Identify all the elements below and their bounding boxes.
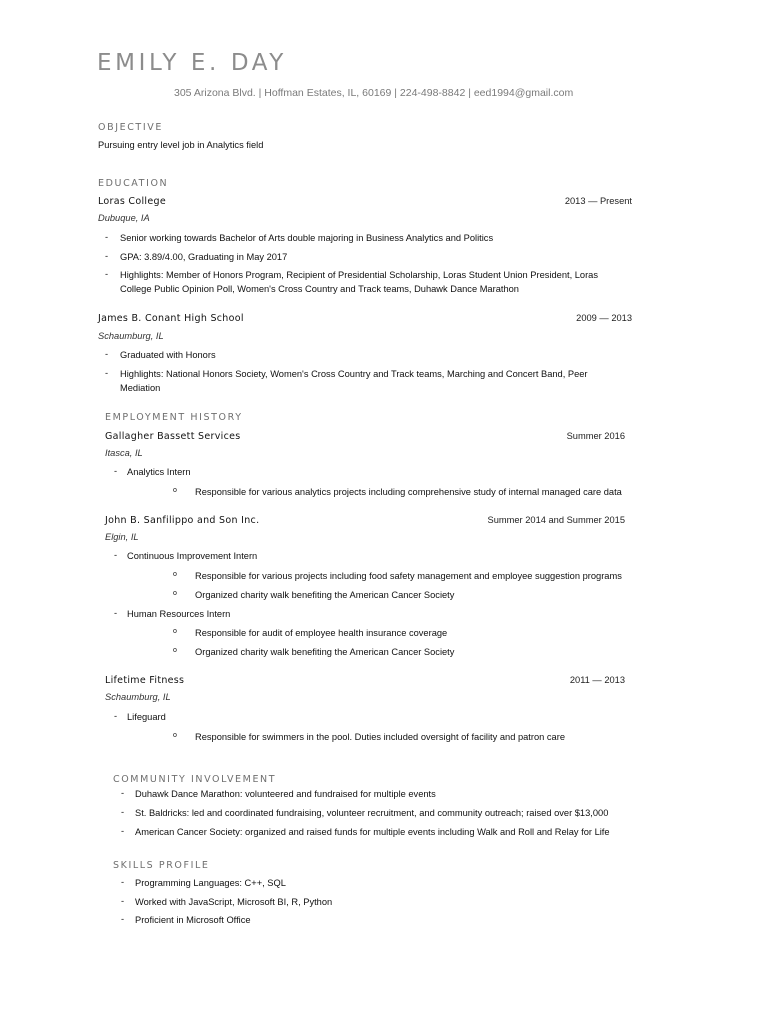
community-text: American Cancer Society: organized and raised funds for multiple events including Walk and Roll and Relay for Life	[135, 827, 610, 837]
employment-date: Summer 2014 and Summer 2015	[487, 515, 625, 525]
employment-date: 2011 — 2013	[569, 675, 625, 685]
employment-location: Itasca, IL	[105, 448, 143, 458]
dash-marker: -	[121, 826, 125, 836]
dash-marker: -	[121, 788, 125, 798]
circle-marker: o	[173, 571, 177, 578]
duty-item	[173, 486, 622, 500]
employment-heading: EMPLOYMENT HISTORY	[105, 412, 243, 423]
skills-heading: SKILLS PROFILE	[113, 860, 210, 871]
bullet-text: Senior working towards Bachelor of Arts double majoring in Business Analytics and Politics	[120, 233, 494, 243]
circle-marker: o	[173, 487, 177, 494]
bullet-text: Highlights: National Honors Society, Women's Cross Country and Track teams, Marching and Concert Band, Peer Mediation	[120, 369, 588, 393]
circle-marker: o	[173, 590, 177, 597]
education-heading: EDUCATION	[98, 178, 169, 189]
duty-item	[173, 731, 565, 745]
duty-text: Organized charity walk benefiting the American Cancer Society	[195, 590, 455, 600]
skill-item	[121, 914, 251, 928]
dash-marker: -	[114, 608, 118, 618]
duty-item	[173, 570, 622, 584]
education-bullet	[105, 368, 605, 395]
circle-marker: o	[173, 732, 177, 739]
education-org: James B. Conant High School	[98, 313, 244, 324]
community-item	[121, 788, 436, 802]
skill-text: Programming Languages: C++, SQL	[135, 878, 286, 888]
role-title: Human Resources Intern	[127, 609, 231, 619]
dash-marker: -	[114, 466, 118, 476]
employer-name: John B. Sanfilippo and Son Inc.	[105, 515, 260, 526]
bullet-text: Highlights: Member of Honors Program, Recipient of Presidential Scholarship, Loras Student Union President, Loras College Public Opinion Poll, Women's Cross Country and Track teams, Duhawk Dance Marathon	[120, 270, 598, 294]
education-org: Loras College	[98, 196, 166, 207]
employment-location: Schaumburg, IL	[105, 692, 171, 702]
community-item	[121, 826, 610, 840]
community-text: Duhawk Dance Marathon: volunteered and fundraised for multiple events	[135, 789, 436, 799]
education-bullet	[105, 349, 605, 363]
community-item	[121, 807, 608, 821]
skill-item	[121, 877, 286, 891]
duty-text: Responsible for various analytics projects including comprehensive study of internal managed care data	[195, 487, 622, 497]
objective-heading: OBJECTIVE	[98, 122, 163, 133]
duty-text: Organized charity walk benefiting the American Cancer Society	[195, 647, 455, 657]
role-item	[114, 466, 191, 480]
bullet-text: Graduated with Honors	[120, 350, 216, 360]
duty-text: Responsible for swimmers in the pool. Duties included oversight of facility and patron care	[195, 732, 565, 742]
dash-marker: -	[114, 711, 118, 721]
circle-marker: o	[173, 628, 177, 635]
contact-line: 305 Arizona Blvd. | Hoffman Estates, IL, 60169 | 224-498-8842 | eed1994@gmail.com	[174, 87, 574, 99]
skill-text: Worked with JavaScript, Microsoft BI, R, Python	[135, 897, 333, 907]
education-bullet	[105, 251, 605, 265]
community-heading: COMMUNITY INVOLVEMENT	[113, 774, 277, 785]
role-title: Lifeguard	[127, 712, 166, 722]
duty-item	[173, 646, 454, 660]
education-bullet	[105, 269, 610, 296]
duty-text: Responsible for various projects including food safety management and employee suggestion programs	[195, 571, 622, 581]
dash-marker: -	[121, 807, 125, 817]
community-text: St. Baldricks: led and coordinated fundraising, volunteer recruitment, and community outreach; raised over $13,000	[135, 808, 609, 818]
employer-name: Gallagher Bassett Services	[105, 431, 241, 442]
dash-marker: -	[121, 877, 125, 887]
employer-name: Lifetime Fitness	[105, 675, 185, 686]
role-item	[114, 550, 257, 564]
circle-marker: o	[173, 647, 177, 654]
objective-text: Pursuing entry level job in Analytics field	[98, 140, 264, 150]
bullet-text: GPA: 3.89/4.00, Graduating in May 2017	[120, 252, 288, 262]
duty-text: Responsible for audit of employee health insurance coverage	[195, 628, 448, 638]
dash-marker: -	[105, 349, 109, 359]
duty-item	[173, 627, 447, 641]
dash-marker: -	[121, 896, 125, 906]
employment-location: Elgin, IL	[105, 532, 139, 542]
education-date: 2009 — 2013	[576, 313, 632, 323]
employment-date: Summer 2016	[566, 431, 625, 441]
duty-item	[173, 589, 454, 603]
dash-marker: -	[105, 251, 109, 261]
education-date: 2013 — Present	[564, 196, 632, 206]
skill-text: Proficient in Microsoft Office	[135, 915, 251, 925]
dash-marker: -	[105, 232, 109, 242]
role-item	[114, 711, 166, 725]
dash-marker: -	[114, 550, 118, 560]
education-location: Dubuque, IA	[98, 213, 150, 223]
education-location: Schaumburg, IL	[98, 331, 164, 341]
role-item	[114, 608, 230, 622]
role-title: Continuous Improvement Intern	[127, 551, 258, 561]
role-title: Analytics Intern	[127, 467, 191, 477]
applicant-name: EMILY E. DAY	[97, 50, 287, 76]
dash-marker: -	[121, 914, 125, 924]
skill-item	[121, 896, 332, 910]
education-bullet	[105, 232, 605, 246]
dash-marker: -	[105, 368, 109, 378]
dash-marker: -	[105, 269, 109, 279]
